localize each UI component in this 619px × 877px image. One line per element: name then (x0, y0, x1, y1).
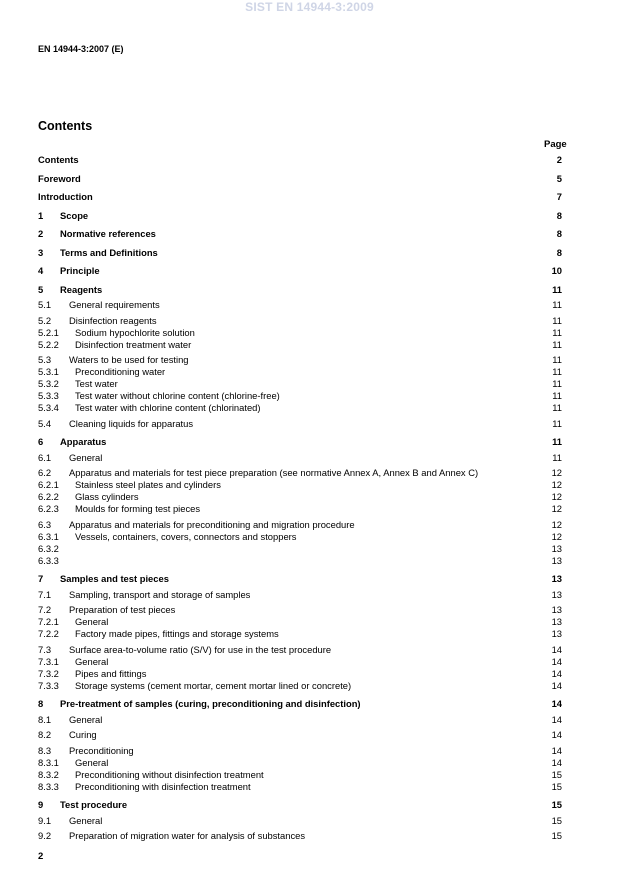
toc-title: Preparation of test pieces (69, 604, 176, 615)
toc-page: 13 (551, 588, 562, 600)
toc-page: 11 (552, 314, 562, 326)
toc-title: Disinfection treatment water (75, 338, 192, 350)
toc-entry[interactable] (38, 479, 562, 491)
toc-number: 5.3 (38, 354, 52, 365)
toc-number: 8.2 (38, 729, 52, 740)
toc-number: 7.1 (38, 588, 52, 600)
toc-page: 14 (551, 643, 562, 655)
toc-title: Terms and Definitions (60, 246, 158, 258)
toc-page: 12 (551, 530, 562, 542)
toc-number: 9 (38, 799, 44, 810)
toc-entry[interactable] (38, 390, 562, 402)
toc-entry[interactable] (38, 315, 562, 327)
toc-title: Pipes and fittings (75, 667, 147, 679)
toc-page: 13 (551, 542, 562, 554)
toc-page: 13 (551, 554, 562, 566)
toc-page: 14 (551, 744, 562, 756)
toc-entry[interactable] (38, 573, 562, 585)
toc-entry[interactable] (38, 830, 562, 842)
toc-entry[interactable] (38, 616, 562, 628)
toc-title: Moulds for forming test pieces (75, 503, 201, 514)
toc-number: 6.3.1 (38, 530, 59, 542)
toc-entry[interactable] (38, 543, 562, 555)
toc-title: Normative references (60, 228, 156, 239)
toc-page: 15 (551, 768, 562, 780)
toc-number: 5.4 (38, 417, 52, 429)
toc-title: Stainless steel plates and cylinders (75, 479, 221, 490)
toc-number: 7.3.1 (38, 655, 59, 667)
toc-number: 6.2.2 (38, 491, 59, 502)
toc-entry[interactable] (38, 729, 562, 741)
toc-entry[interactable] (38, 604, 562, 616)
toc-page: 11 (552, 390, 562, 401)
toc-title: Reagents (60, 283, 103, 295)
document-id: EN 14944-3:2007 (E) (38, 44, 124, 54)
toc-entry[interactable] (38, 265, 562, 277)
toc-number: 6.1 (38, 451, 52, 463)
toc-number: 5.1 (38, 299, 52, 310)
toc-entry[interactable] (38, 247, 562, 259)
toc-title: General (75, 756, 109, 768)
toc-page: 15 (551, 799, 562, 810)
toc-number: 8.3 (38, 744, 52, 756)
toc-number: 9.1 (38, 814, 52, 826)
toc-number: 5.3.2 (38, 378, 59, 389)
toc-number: 8.3.2 (38, 768, 59, 780)
toc-title: Apparatus (60, 436, 107, 447)
toc-page: 11 (552, 283, 562, 295)
toc-title: Storage systems (cement mortar, cement mortar lined or concrete) (75, 679, 352, 691)
toc-entry[interactable] (38, 173, 562, 185)
toc-number: 3 (38, 246, 44, 258)
toc-entry[interactable] (38, 531, 562, 543)
toc-number: 7.3 (38, 643, 52, 655)
toc-title: Factory made pipes, fittings and storage systems (75, 628, 279, 639)
toc-title: Waters to be used for testing (69, 354, 189, 365)
toc-page: 15 (551, 830, 562, 841)
toc-page: 11 (552, 417, 562, 429)
toc-number: 6 (38, 436, 44, 447)
toc-title: General (75, 616, 109, 627)
toc-number: 8 (38, 698, 44, 709)
toc-page: 8 (556, 209, 562, 221)
toc-page: 13 (551, 573, 562, 584)
toc-entry[interactable] (38, 154, 562, 166)
toc-page: 11 (552, 366, 562, 377)
toc-number: 2 (38, 228, 44, 239)
toc-number: 7.3.2 (38, 667, 59, 679)
toc-title: Samples and test pieces (60, 573, 169, 584)
toc-number: 5 (38, 283, 44, 295)
toc-page: 11 (552, 338, 562, 350)
toc-page: 14 (551, 679, 562, 691)
toc-number: 6.3.2 (38, 542, 59, 554)
toc-number: 5.3.1 (38, 366, 59, 377)
toc-entry[interactable] (38, 191, 562, 203)
toc-entry[interactable] (38, 327, 562, 339)
toc-title: Scope (60, 209, 89, 221)
toc-title: Test water (75, 378, 118, 389)
toc-number: 5.2.1 (38, 326, 59, 338)
toc-page: 8 (556, 228, 562, 239)
toc-entry[interactable] (38, 210, 562, 222)
footer-page-number: 2 (38, 851, 44, 862)
toc-entry[interactable] (38, 339, 562, 351)
toc-page: 12 (551, 503, 562, 514)
toc-number: 6.2.3 (38, 503, 59, 514)
watermark: SIST EN 14944-3:2009 (245, 0, 374, 14)
toc-page: 11 (552, 436, 562, 447)
toc-number: 5.3.4 (38, 402, 59, 413)
toc-number: 6.3.3 (38, 554, 59, 566)
toc-title: Apparatus and materials for preconditioning and migration procedure (69, 518, 355, 530)
toc-page: 14 (551, 756, 562, 768)
toc-page: 11 (552, 378, 562, 389)
toc-page: 7 (556, 191, 562, 202)
toc-number: 5.3.3 (38, 390, 59, 401)
toc-title: General (69, 713, 103, 725)
toc-number: 7 (38, 573, 44, 584)
toc-title: Preconditioning with disinfection treatment (75, 780, 251, 792)
toc-title: Preconditioning water (75, 366, 166, 377)
toc-title: Cleaning liquids for apparatus (69, 417, 194, 429)
toc-number: 9.2 (38, 830, 52, 841)
toc-title: Test water without chlorine content (chlorine-free) (75, 390, 280, 401)
toc-page: 12 (551, 467, 562, 478)
toc-title: Test procedure (60, 799, 128, 810)
table-of-contents (38, 154, 562, 842)
toc-entry[interactable] (38, 402, 562, 414)
toc-page: 14 (551, 655, 562, 667)
toc-number: 6.3 (38, 518, 52, 530)
toc-title: Principle (60, 265, 100, 276)
toc-entry[interactable] (38, 769, 562, 781)
toc-number: 5.2.2 (38, 338, 59, 350)
page-column-label: Page (544, 139, 567, 150)
toc-entry[interactable] (38, 644, 562, 656)
toc-entry[interactable] (38, 781, 562, 793)
toc-entry[interactable] (38, 503, 562, 515)
toc-number: 8.3.3 (38, 780, 59, 792)
toc-entry[interactable] (38, 452, 562, 464)
toc-entry[interactable] (38, 656, 562, 668)
toc-number: 6.2 (38, 467, 52, 478)
toc-title: Preconditioning (69, 744, 134, 756)
toc-page: 13 (551, 616, 562, 627)
toc-number: 7.2.2 (38, 628, 59, 639)
toc-entry[interactable] (38, 680, 562, 692)
toc-entry[interactable] (38, 555, 562, 567)
toc-title: Introduction (38, 191, 93, 202)
toc-page: 11 (552, 402, 562, 413)
toc-number: 5.2 (38, 314, 52, 326)
toc-page: 10 (551, 265, 562, 276)
toc-page: 15 (551, 814, 562, 826)
toc-page: 2 (556, 154, 562, 165)
toc-entry[interactable] (38, 491, 562, 503)
toc-page: 13 (551, 604, 562, 615)
toc-page: 14 (551, 667, 562, 679)
toc-page: 13 (551, 628, 562, 639)
toc-title: Apparatus and materials for test piece preparation (see normative Annex A, Annex B and Annex C) (69, 467, 479, 478)
toc-entry[interactable] (38, 354, 562, 366)
toc-title: Surface area-to-volume ratio (S/V) for use in the test procedure (69, 643, 332, 655)
toc-number: 4 (38, 265, 44, 276)
toc-entry[interactable] (38, 698, 562, 710)
toc-page: 11 (552, 354, 562, 365)
toc-entry[interactable] (38, 228, 562, 240)
toc-page: 12 (551, 479, 562, 490)
toc-number: 7.3.3 (38, 679, 59, 691)
contents-heading: Contents (38, 119, 93, 133)
toc-title: Foreword (38, 172, 81, 184)
toc-title: General requirements (69, 299, 160, 310)
toc-title: Curing (69, 729, 97, 740)
toc-entry[interactable] (38, 799, 562, 811)
toc-entry[interactable] (38, 284, 562, 296)
toc-title: Preparation of migration water for analysis of substances (69, 830, 306, 841)
toc-title: Preconditioning without disinfection treatment (75, 768, 264, 780)
toc-page: 14 (551, 713, 562, 725)
toc-page: 15 (551, 780, 562, 792)
toc-page: 11 (552, 451, 562, 463)
toc-title: General (75, 655, 109, 667)
toc-page: 8 (556, 246, 562, 258)
toc-entry[interactable] (38, 589, 562, 601)
toc-entry[interactable] (38, 299, 562, 311)
toc-number: 1 (38, 209, 44, 221)
toc-page: 11 (552, 326, 562, 338)
toc-page: 5 (556, 172, 562, 184)
toc-number: 7.2.1 (38, 616, 59, 627)
toc-title: Pre-treatment of samples (curing, preconditioning and disinfection) (60, 698, 361, 709)
toc-title: Contents (38, 154, 79, 165)
toc-entry[interactable] (38, 378, 562, 390)
toc-entry[interactable] (38, 418, 562, 430)
toc-entry[interactable] (38, 467, 562, 479)
toc-title: General (69, 451, 103, 463)
toc-number: 8.3.1 (38, 756, 59, 768)
toc-entry[interactable] (38, 628, 562, 640)
toc-entry[interactable] (38, 714, 562, 726)
toc-entry[interactable] (38, 668, 562, 680)
toc-title: Vessels, containers, covers, connectors and stoppers (75, 530, 297, 542)
toc-title: Sampling, transport and storage of samples (69, 588, 251, 600)
toc-entry[interactable] (38, 815, 562, 827)
toc-title: Test water with chlorine content (chlorinated) (75, 402, 261, 413)
toc-entry[interactable] (38, 366, 562, 378)
toc-page: 11 (552, 299, 562, 310)
toc-title: General (69, 814, 103, 826)
toc-title: Disinfection reagents (69, 314, 157, 326)
toc-entry[interactable] (38, 757, 562, 769)
toc-number: 8.1 (38, 713, 52, 725)
toc-page: 12 (551, 518, 562, 530)
toc-page: 14 (551, 729, 562, 740)
toc-entry[interactable] (38, 745, 562, 757)
toc-page: 14 (551, 698, 562, 709)
toc-number: 7.2 (38, 604, 52, 615)
toc-title: Sodium hypochlorite solution (75, 326, 195, 338)
toc-number: 6.2.1 (38, 479, 59, 490)
toc-page: 12 (551, 491, 562, 502)
toc-title: Glass cylinders (75, 491, 139, 502)
toc-entry[interactable] (38, 519, 562, 531)
toc-entry[interactable] (38, 436, 562, 448)
